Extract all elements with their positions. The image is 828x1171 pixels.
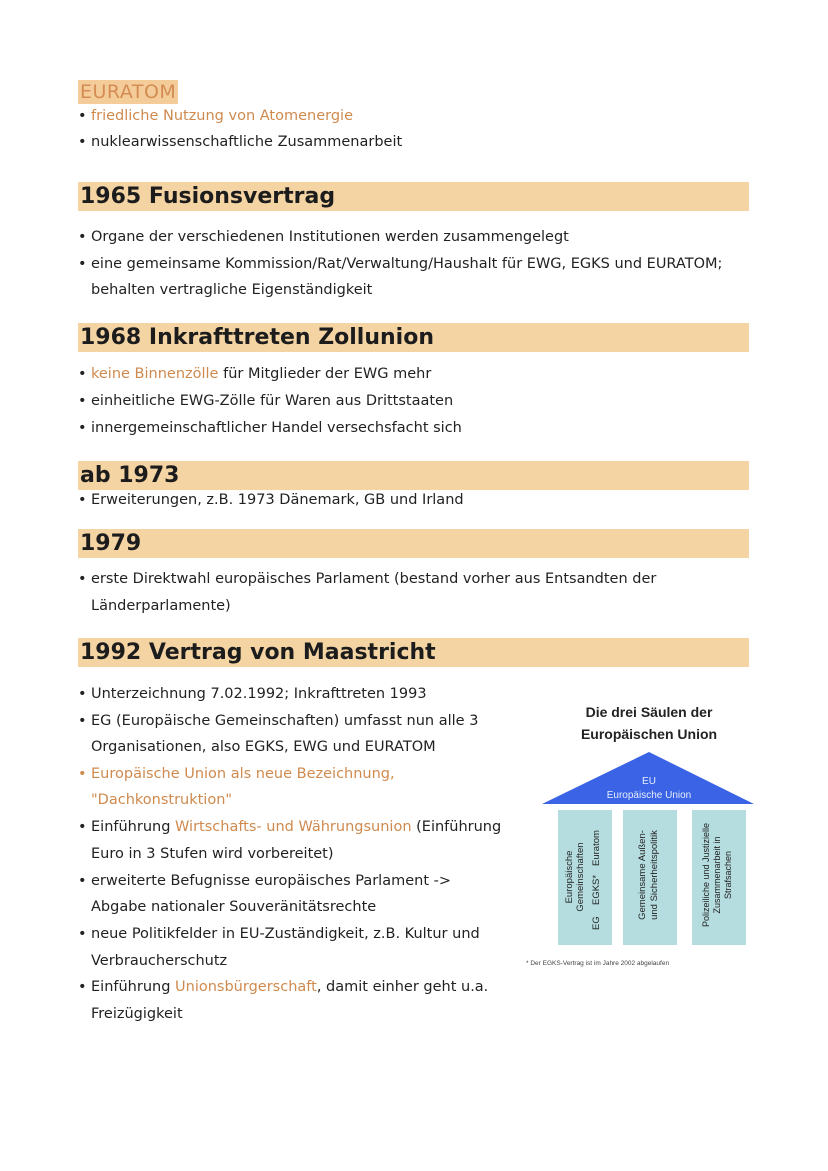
pillar-3-text — [692, 810, 746, 945]
maastricht-item-1: • Unterzeichnung 7.02.1992; Inkrafttreten 1993 — [78, 686, 427, 702]
maastricht-item-3-cont: "Dachkonstruktion" — [91, 792, 233, 808]
pillar-3-line-1: Polizeiliche und Justizielle — [701, 822, 711, 928]
heading-zollunion: 1968 Inkrafttreten Zollunion — [78, 323, 749, 352]
y1979-item-1-cont: Länderparlamente) — [91, 598, 231, 614]
pillar-3-line-2: Zusammenarbeit in — [712, 836, 722, 914]
heading-maastricht: 1992 Vertrag von Maastricht — [78, 638, 749, 667]
maastricht-item-3: • Europäische Union als neue Bezeichnung, — [78, 766, 395, 782]
ab1973-item-1: • Erweiterungen, z.B. 1973 Dänemark, GB und Irland — [78, 492, 464, 508]
diagram-title-line-2: Europäischen Union — [580, 726, 718, 742]
zollunion-item-3: • innergemeinschaftlicher Handel versechsfacht sich — [78, 420, 462, 436]
maastricht-item-7-cont: Freizügigkeit — [91, 1006, 183, 1022]
maastricht-item-4-cont: Euro in 3 Stufen wird vorbereitet) — [91, 846, 334, 862]
y1979-item-1: • erste Direktwahl europäisches Parlament (bestand vorher aus Entsandten der — [78, 571, 657, 587]
pillar-1-text — [558, 810, 612, 945]
fusion-item-2-cont: behalten vertragliche Eigenständigkeit — [91, 282, 373, 298]
maastricht-item-2-cont: Organisationen, also EGKS, EWG und EURATOM — [91, 739, 436, 755]
diagram-title-line-1: Die drei Säulen der — [585, 704, 713, 720]
maastricht-item-5: • erweiterte Befugnisse europäisches Parlament -> — [78, 873, 452, 889]
pillar-3-line-3: Strafsachen — [723, 850, 733, 900]
pillar-1-col-1: Europäische — [564, 850, 575, 904]
roof-label-union: Europäische Union — [606, 790, 692, 801]
pillar-1-col-2: Gemeinschaften — [575, 842, 586, 912]
fusion-item-2: • eine gemeinsame Kommission/Rat/Verwaltung/Haushalt für EWG, EGKS und EURATOM; — [78, 256, 723, 272]
zollunion-item-1: • keine Binnenzölle für Mitglieder der EWG mehr — [78, 366, 432, 382]
eu-pillars-diagram — [520, 700, 758, 970]
zollunion-item-2: • einheitliche EWG-Zölle für Waren aus Drittstaaten — [78, 393, 454, 409]
pillar-2 — [623, 810, 677, 945]
pillar-1-euratom: Euratom — [591, 830, 602, 866]
heading-1979: 1979 — [78, 529, 749, 558]
heading-ab-1973: ab 1973 — [78, 461, 749, 490]
pillar-2-line-1: Gemeinsame Außen- — [637, 830, 648, 920]
maastricht-item-7: • Einführung Unionsbürgerschaft, damit einher geht u.a. — [78, 979, 489, 995]
fusion-item-1: • Organe der verschiedenen Institutionen werden zusammengelegt — [78, 229, 569, 245]
pillar-1 — [558, 810, 612, 945]
pillar-1-eg: EG — [591, 916, 602, 930]
maastricht-item-4: • Einführung Wirtschafts- und Währungsunion (Einführung — [78, 819, 502, 835]
maastricht-item-6-cont: Verbraucherschutz — [91, 953, 228, 969]
euratom-item-1: • friedliche Nutzung von Atomenergie — [78, 108, 353, 124]
euratom-item-2: • nuklearwissenschaftliche Zusammenarbeit — [78, 134, 403, 150]
maastricht-item-2: • EG (Europäische Gemeinschaften) umfasst nun alle 3 — [78, 713, 479, 729]
pillar-1-egks: EGKS* — [591, 874, 602, 905]
heading-fusionsvertrag: 1965 Fusionsvertrag — [78, 182, 749, 211]
pillar-3 — [692, 810, 746, 945]
eu-roof — [520, 748, 778, 806]
maastricht-item-6: • neue Politikfelder in EU-Zuständigkeit, z.B. Kultur und — [78, 926, 480, 942]
pillar-2-text — [623, 810, 677, 945]
maastricht-item-5-cont: Abgabe nationaler Souveränitätsrechte — [91, 899, 377, 915]
pillar-2-line-2: und Sicherheitspolitik — [649, 830, 660, 920]
diagram-footnote: * Der EGKS-Vertrag ist im Jahre 2002 abgelaufen — [526, 960, 670, 967]
roof-label-eu: EU — [642, 776, 656, 787]
euratom-title: EURATOM — [80, 81, 177, 103]
